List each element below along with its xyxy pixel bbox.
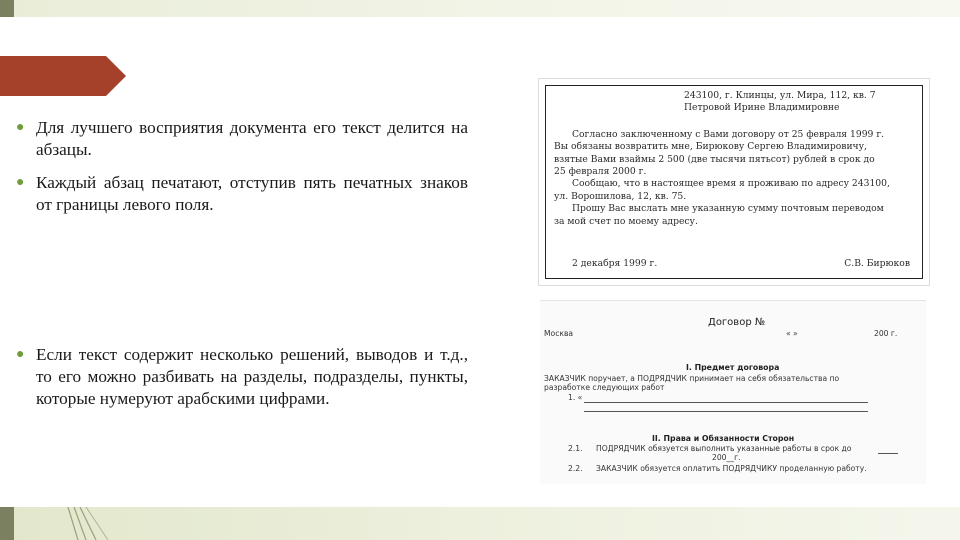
contract-blank-line xyxy=(584,411,868,412)
contract-year: 200 г. xyxy=(874,329,898,338)
contract-section-1: I. Предмет договора xyxy=(686,363,780,372)
bullet-item xyxy=(16,344,468,410)
letter-signature: С.В. Бирюков xyxy=(844,257,910,269)
letter-signature-row xyxy=(572,258,910,270)
contract-clause-line: ЗАКАЗЧИК поручает, а ПОДРЯДЧИК принимает на себя обязательства по xyxy=(544,374,840,383)
bottom-stripe-decoration xyxy=(60,507,130,540)
bullet-dot-icon: ● xyxy=(16,175,25,190)
top-left-accent xyxy=(0,0,14,17)
contract-blank-line xyxy=(878,453,898,454)
contract-city: Москва xyxy=(544,329,574,338)
bottom-left-accent xyxy=(0,507,14,540)
contract-clause-text: ЗАКАЗЧИК обязуется оплатить ПОДРЯДЧИКУ проделанную работу. xyxy=(596,464,867,473)
contract-title: Договор № xyxy=(708,317,766,328)
letter-example-image xyxy=(538,78,930,286)
contract-item-1: 1. « xyxy=(568,393,583,402)
bullet-text: Для лучшего восприятия документа его текст делится на абзацы. xyxy=(36,118,468,159)
letter-body-line: за мой счет по моему адресу. xyxy=(554,215,698,227)
bullet-dot-icon: ● xyxy=(16,347,25,362)
bullet-text: Каждый абзац печатают, отступив пять печатных знаков от границы левого поля. xyxy=(36,173,468,214)
contract-clause-line: разработке следующих работ xyxy=(544,383,665,392)
letter-body-line: Сообщаю, что в настоящее время я проживаю по адресу 243100, xyxy=(572,178,890,190)
letter-address-line: 243100, г. Клинцы, ул. Мира, 112, кв. 7 xyxy=(684,90,876,101)
letter-body-line: взятые Вами взаймы 2 500 (две тысячи пятьсот) рублей в срок до xyxy=(554,153,875,165)
letter-body-line: Вы обязаны возвратить мне, Бирюкову Сергею Владимировичу, xyxy=(554,141,867,153)
text-block-bottom xyxy=(16,344,468,421)
contract-example-image xyxy=(540,300,926,484)
contract-clause-text: ПОДРЯДЧИК обязуется выполнить указанные работы в срок до xyxy=(596,444,852,453)
letter-frame xyxy=(545,85,923,279)
letter-body-line: 25 февраля 2000 г. xyxy=(554,166,647,178)
letter-recipient-line: Петровой Ирине Владимировне xyxy=(684,102,840,114)
letter-date: 2 декабря 1999 г. xyxy=(572,257,658,269)
bottom-decor-band xyxy=(0,507,960,540)
contract-clause-date: 200__г. xyxy=(712,453,741,462)
title-arrow-tab xyxy=(0,56,126,96)
contract-date-quotes: « » xyxy=(786,329,798,338)
contract-clause-number: 2.1. xyxy=(568,444,583,453)
contract-clause-number: 2.2. xyxy=(568,464,583,473)
contract-section-2: II. Права и Обязанности Сторон xyxy=(652,434,795,443)
letter-body-line: Согласно заключенному с Вами договору от 25 февраля 1999 г. xyxy=(572,128,885,140)
letter-body-line: Прошу Вас выслать мне указанную сумму почтовым переводом xyxy=(572,203,884,215)
contract-blank-line xyxy=(584,402,868,403)
bullet-text: Если текст содержит несколько решений, выводов и т.д., то его можно разбивать на разделы, подразделы, пункты, которые нумеруют арабскими цифрами. xyxy=(36,345,468,408)
text-block-top xyxy=(16,117,468,227)
bullet-dot-icon: ● xyxy=(16,120,25,135)
bullet-item xyxy=(16,117,468,161)
letter-body-line: ул. Ворошилова, 12, кв. 75. xyxy=(554,190,687,202)
bullet-item xyxy=(16,172,468,216)
top-decor-band xyxy=(0,0,960,17)
